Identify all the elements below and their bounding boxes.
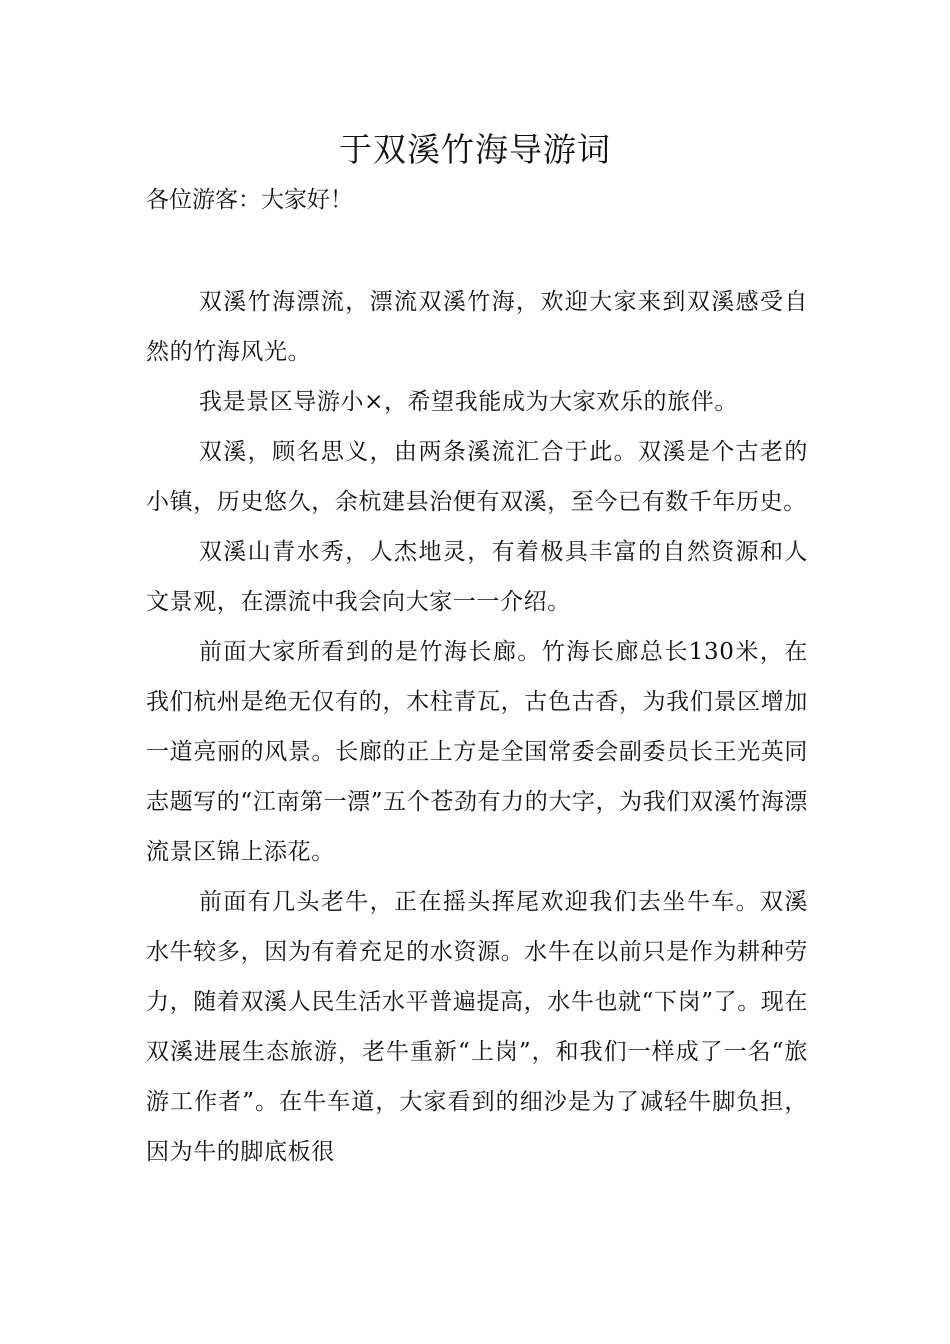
greeting-line: 各位游客：大家好！ xyxy=(146,187,353,213)
document-body xyxy=(146,277,808,1177)
paragraph-history: 双溪，顾名思义，由两条溪流汇合于此。双溪是个古老的小镇，历史悠久，余杭建县治便有双溪，至今已有数千年历史。 xyxy=(146,439,808,515)
document-title: 于双溪竹海导游词 xyxy=(339,130,611,169)
paragraph-welcome: 双溪竹海漂流，漂流双溪竹海，欢迎大家来到双溪感受自然的竹海风光。 xyxy=(146,289,808,365)
paragraph-guide-intro: 我是景区导游小×，希望我能成为大家欢乐的旅伴。 xyxy=(198,389,738,415)
paragraph-ox-cart: 前面有几头老牛，正在摇头挥尾欢迎我们去坐牛车。双溪水牛较多，因为有着充足的水资源。水牛在以前只是作为耕种劳力，随着双溪人民生活水平普遍提高，水牛也就“下岗”了。现在双溪进展生态旅游，老牛重新“上岗”，和我们一样成了一名“旅游工作者”。在牛车道，大家看到的细沙是为了减轻牛脚负担，因为牛的脚底板很 xyxy=(146,889,808,1165)
paragraph-corridor: 前面大家所看到的是竹海长廊。竹海长廊总长130米，在我们杭州是绝无仅有的，木柱青瓦，古色古香，为我们景区增加一道亮丽的风景。长廊的正上方是全国常委会副委员长王光英同志题写的“江南第一漂”五个苍劲有力的大字，为我们双溪竹海漂流景区锦上添花。 xyxy=(146,639,808,865)
paragraph-scenery: 双溪山青水秀，人杰地灵，有着极具丰富的自然资源和人文景观，在漂流中我会向大家一一介绍。 xyxy=(146,539,808,615)
